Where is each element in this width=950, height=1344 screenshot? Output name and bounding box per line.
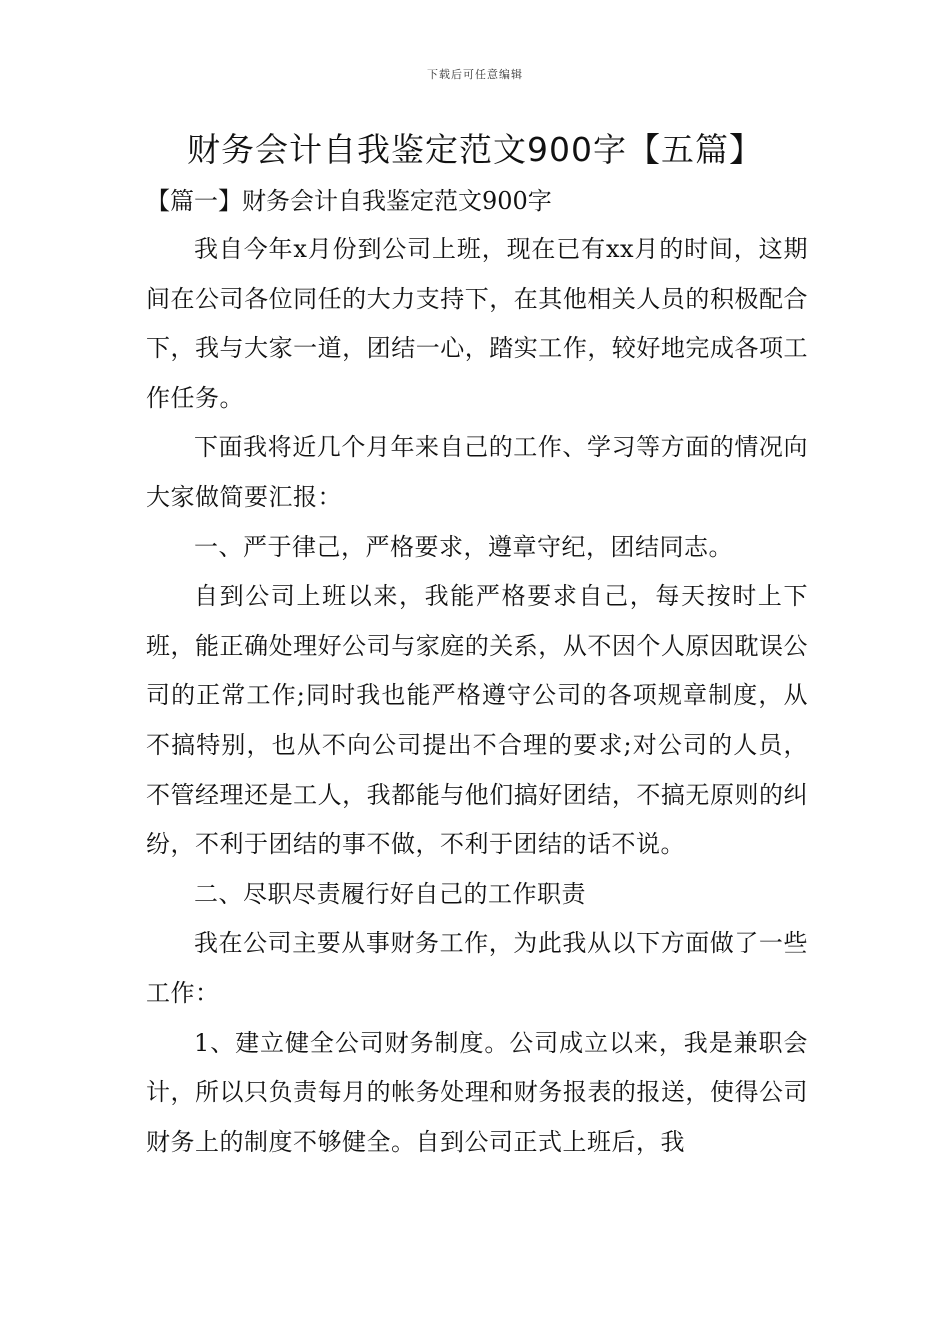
paragraph: 下面我将近几个月年来自己的工作、学习等方面的情况向大家做简要汇报： [146, 433, 808, 511]
paragraph: 二、尽职尽责履行好自己的工作职责 [194, 879, 586, 908]
paragraph: 自到公司上班以来，我能严格要求自己，每天按时上下班，能正确处理好公司与家庭的关系，从不因个人原因耽误公司的正常工作;同时我也能严格遵守公司的各项规章制度，从不搞特别，也从不向公司提出不合理的要求;对公司的人员，不管经理还是工人，我都能与他们搞好团结，不搞无原则的纠纷，不利于团结的事不做，不利于团结的话不说。 [146, 582, 808, 859]
paragraph: 我在公司主要从事财务工作，为此我从以下方面做了一些工作： [146, 929, 808, 1007]
paragraph: 我自今年x月份到公司上班，现在已有xx月的时间，这期间在公司各位同任的大力支持下，在其他相关人员的积极配合下，我与大家一道，团结一心，踏实工作，较好地完成各项工作任务。 [146, 235, 808, 412]
header-note: 下载后可任意编辑 [427, 68, 523, 81]
document-title: 财务会计自我鉴定范文900字【五篇】 [187, 130, 763, 169]
section-heading: 【篇一】财务会计自我鉴定范文900字 [146, 187, 552, 215]
paragraph: 1、建立健全公司财务制度。公司成立以来，我是兼职会计，所以只负责每月的帐务处理和财务报表的报送，使得公司财务上的制度不够健全。自到公司正式上班后，我 [146, 1028, 808, 1156]
paragraph: 一、严于律己，严格要求，遵章守纪，团结同志。 [194, 532, 733, 561]
document-body [146, 225, 808, 1167]
